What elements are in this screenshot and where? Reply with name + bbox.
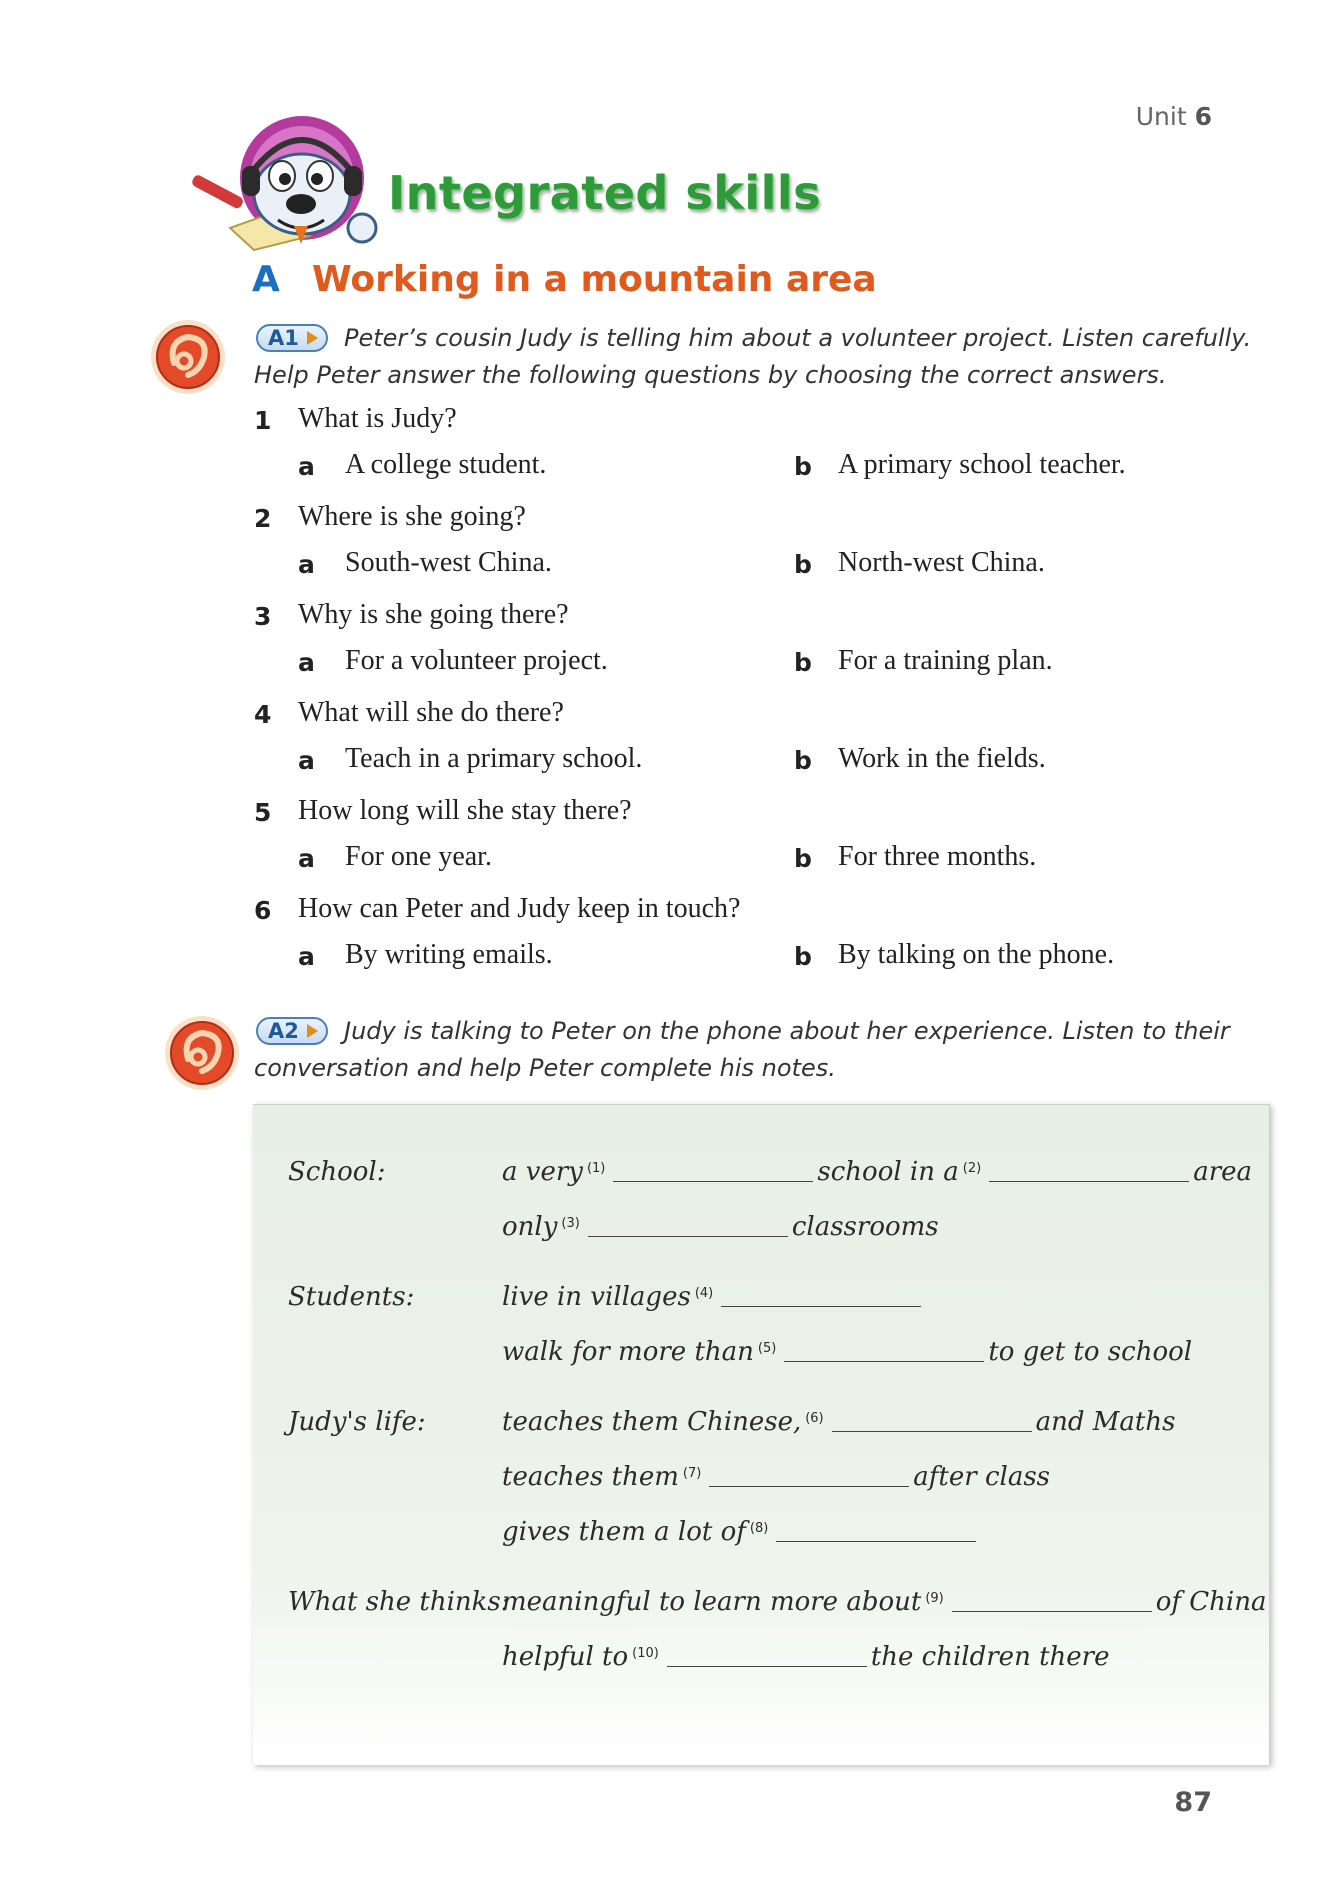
option-letter-a: a <box>298 648 315 677</box>
question-number-6: 6 <box>254 896 272 925</box>
notes-thinks-label: What she thinks: <box>288 1587 510 1617</box>
option-letter-b: b <box>794 452 812 481</box>
option-letter-a: a <box>298 452 315 481</box>
notes-students-line-1: live in villages $^{(4)}$ <box>502 1282 925 1312</box>
question-text-2: Where is she going? <box>298 501 526 532</box>
blank-number-7: (7) <box>682 1466 702 1481</box>
q5-option-b[interactable]: For three months. <box>838 841 1037 872</box>
blank-8[interactable] <box>776 1540 976 1542</box>
blank-7[interactable] <box>709 1485 909 1487</box>
option-letter-a: a <box>298 746 315 775</box>
page-number: 87 <box>1174 1787 1212 1818</box>
listening-icon <box>148 317 228 397</box>
q4-option-a[interactable]: Teach in a primary school. <box>345 743 643 774</box>
a2-badge-label: A2 <box>268 1019 299 1043</box>
question-number-3: 3 <box>254 602 272 631</box>
listening-icon <box>162 1013 242 1093</box>
q6-option-b[interactable]: By talking on the phone. <box>838 939 1115 970</box>
blank-number-3: (3) <box>561 1216 580 1231</box>
unit-prefix: Unit <box>1135 102 1187 131</box>
q2-option-a[interactable]: South-west China. <box>345 547 552 578</box>
q6-option-a[interactable]: By writing emails. <box>345 939 553 970</box>
notes-life-line-1: teaches them Chinese, $^{(6)}$ and Maths <box>502 1407 1176 1437</box>
q5-option-a[interactable]: For one year. <box>345 841 492 872</box>
blank-2[interactable] <box>989 1180 1189 1182</box>
a2-instruction: Judy is talking to Peter on the phone about her experience. Listen to their conversation and help Peter complete his notes. <box>254 1017 1230 1082</box>
notes-school-line-2: only $^{(3)}$ classrooms <box>502 1212 939 1242</box>
blank-number-8: (8) <box>749 1521 769 1536</box>
blank-5[interactable] <box>784 1360 984 1362</box>
blank-number-9: (9) <box>925 1591 944 1606</box>
q4-option-b[interactable]: Work in the fields. <box>838 743 1046 774</box>
question-text-1: What is Judy? <box>298 403 457 434</box>
section-title: Integrated skills <box>388 166 821 220</box>
blank-number-4: (4) <box>694 1286 714 1301</box>
question-number-1: 1 <box>254 406 272 435</box>
notes-life-label: Judy's life: <box>288 1407 426 1437</box>
q3-option-a[interactable]: For a volunteer project. <box>345 645 608 676</box>
notes-students-line-2: walk for more than $^{(5)}$ to get to school <box>502 1337 1193 1367</box>
unit-label <box>1136 102 1212 131</box>
notes-students-label: Students: <box>288 1282 415 1312</box>
question-number-4: 4 <box>254 700 272 729</box>
blank-number-6: (6) <box>805 1411 824 1426</box>
question-text-3: Why is she going there? <box>298 599 569 630</box>
notes-thinks-line-1: meaningful to learn more about $^{(9)}$ of China <box>502 1587 1267 1617</box>
blank-number-10: (10) <box>632 1646 659 1661</box>
blank-1[interactable] <box>613 1180 813 1182</box>
blank-10[interactable] <box>667 1665 867 1667</box>
q3-option-b[interactable]: For a training plan. <box>838 645 1053 676</box>
blank-4[interactable] <box>721 1305 921 1307</box>
notes-school-line-1: a very $^{(1)}$ school in a $^{(2)}$ area <box>502 1157 1253 1187</box>
option-letter-a: a <box>298 942 315 971</box>
question-text-5: How long will she stay there? <box>298 795 632 826</box>
q1-option-a[interactable]: A college student. <box>345 449 547 480</box>
notes-thinks-line-2: helpful to $^{(10)}$ the children there <box>502 1642 1110 1672</box>
notes-school-label: School: <box>288 1157 386 1187</box>
option-letter-b: b <box>794 648 812 677</box>
question-number-5: 5 <box>254 798 272 827</box>
question-text-6: How can Peter and Judy keep in touch? <box>298 893 741 924</box>
blank-3[interactable] <box>588 1235 788 1237</box>
notes-life-line-3: gives them a lot of $^{(8)}$ <box>502 1517 980 1547</box>
a1-instruction: Peter’s cousin Judy is telling him about a volunteer project. Listen carefully. Help Peter answer the following questions by choosing the correct answers. <box>254 324 1252 389</box>
option-letter-b: b <box>794 550 812 579</box>
option-letter-a: a <box>298 550 315 579</box>
part-title: Working in a mountain area <box>312 259 877 300</box>
part-letter: A <box>252 259 280 300</box>
option-letter-b: b <box>794 844 812 873</box>
blank-number-5: (5) <box>757 1341 777 1356</box>
q2-option-b[interactable]: North-west China. <box>838 547 1045 578</box>
blank-number-2: (2) <box>962 1161 982 1176</box>
option-letter-b: b <box>794 942 812 971</box>
blank-number-1: (1) <box>586 1161 606 1176</box>
unit-number: 6 <box>1194 102 1212 131</box>
notes-life-line-2: teaches them $^{(7)}$ after class <box>502 1462 1051 1492</box>
option-letter-a: a <box>298 844 315 873</box>
mascot-dog-icon <box>190 108 400 258</box>
a1-badge-label: A1 <box>268 326 299 350</box>
blank-9[interactable] <box>952 1610 1152 1612</box>
blank-6[interactable] <box>832 1430 1032 1432</box>
q1-option-b[interactable]: A primary school teacher. <box>838 449 1126 480</box>
question-text-4: What will she do there? <box>298 697 564 728</box>
question-number-2: 2 <box>254 504 272 533</box>
option-letter-b: b <box>794 746 812 775</box>
